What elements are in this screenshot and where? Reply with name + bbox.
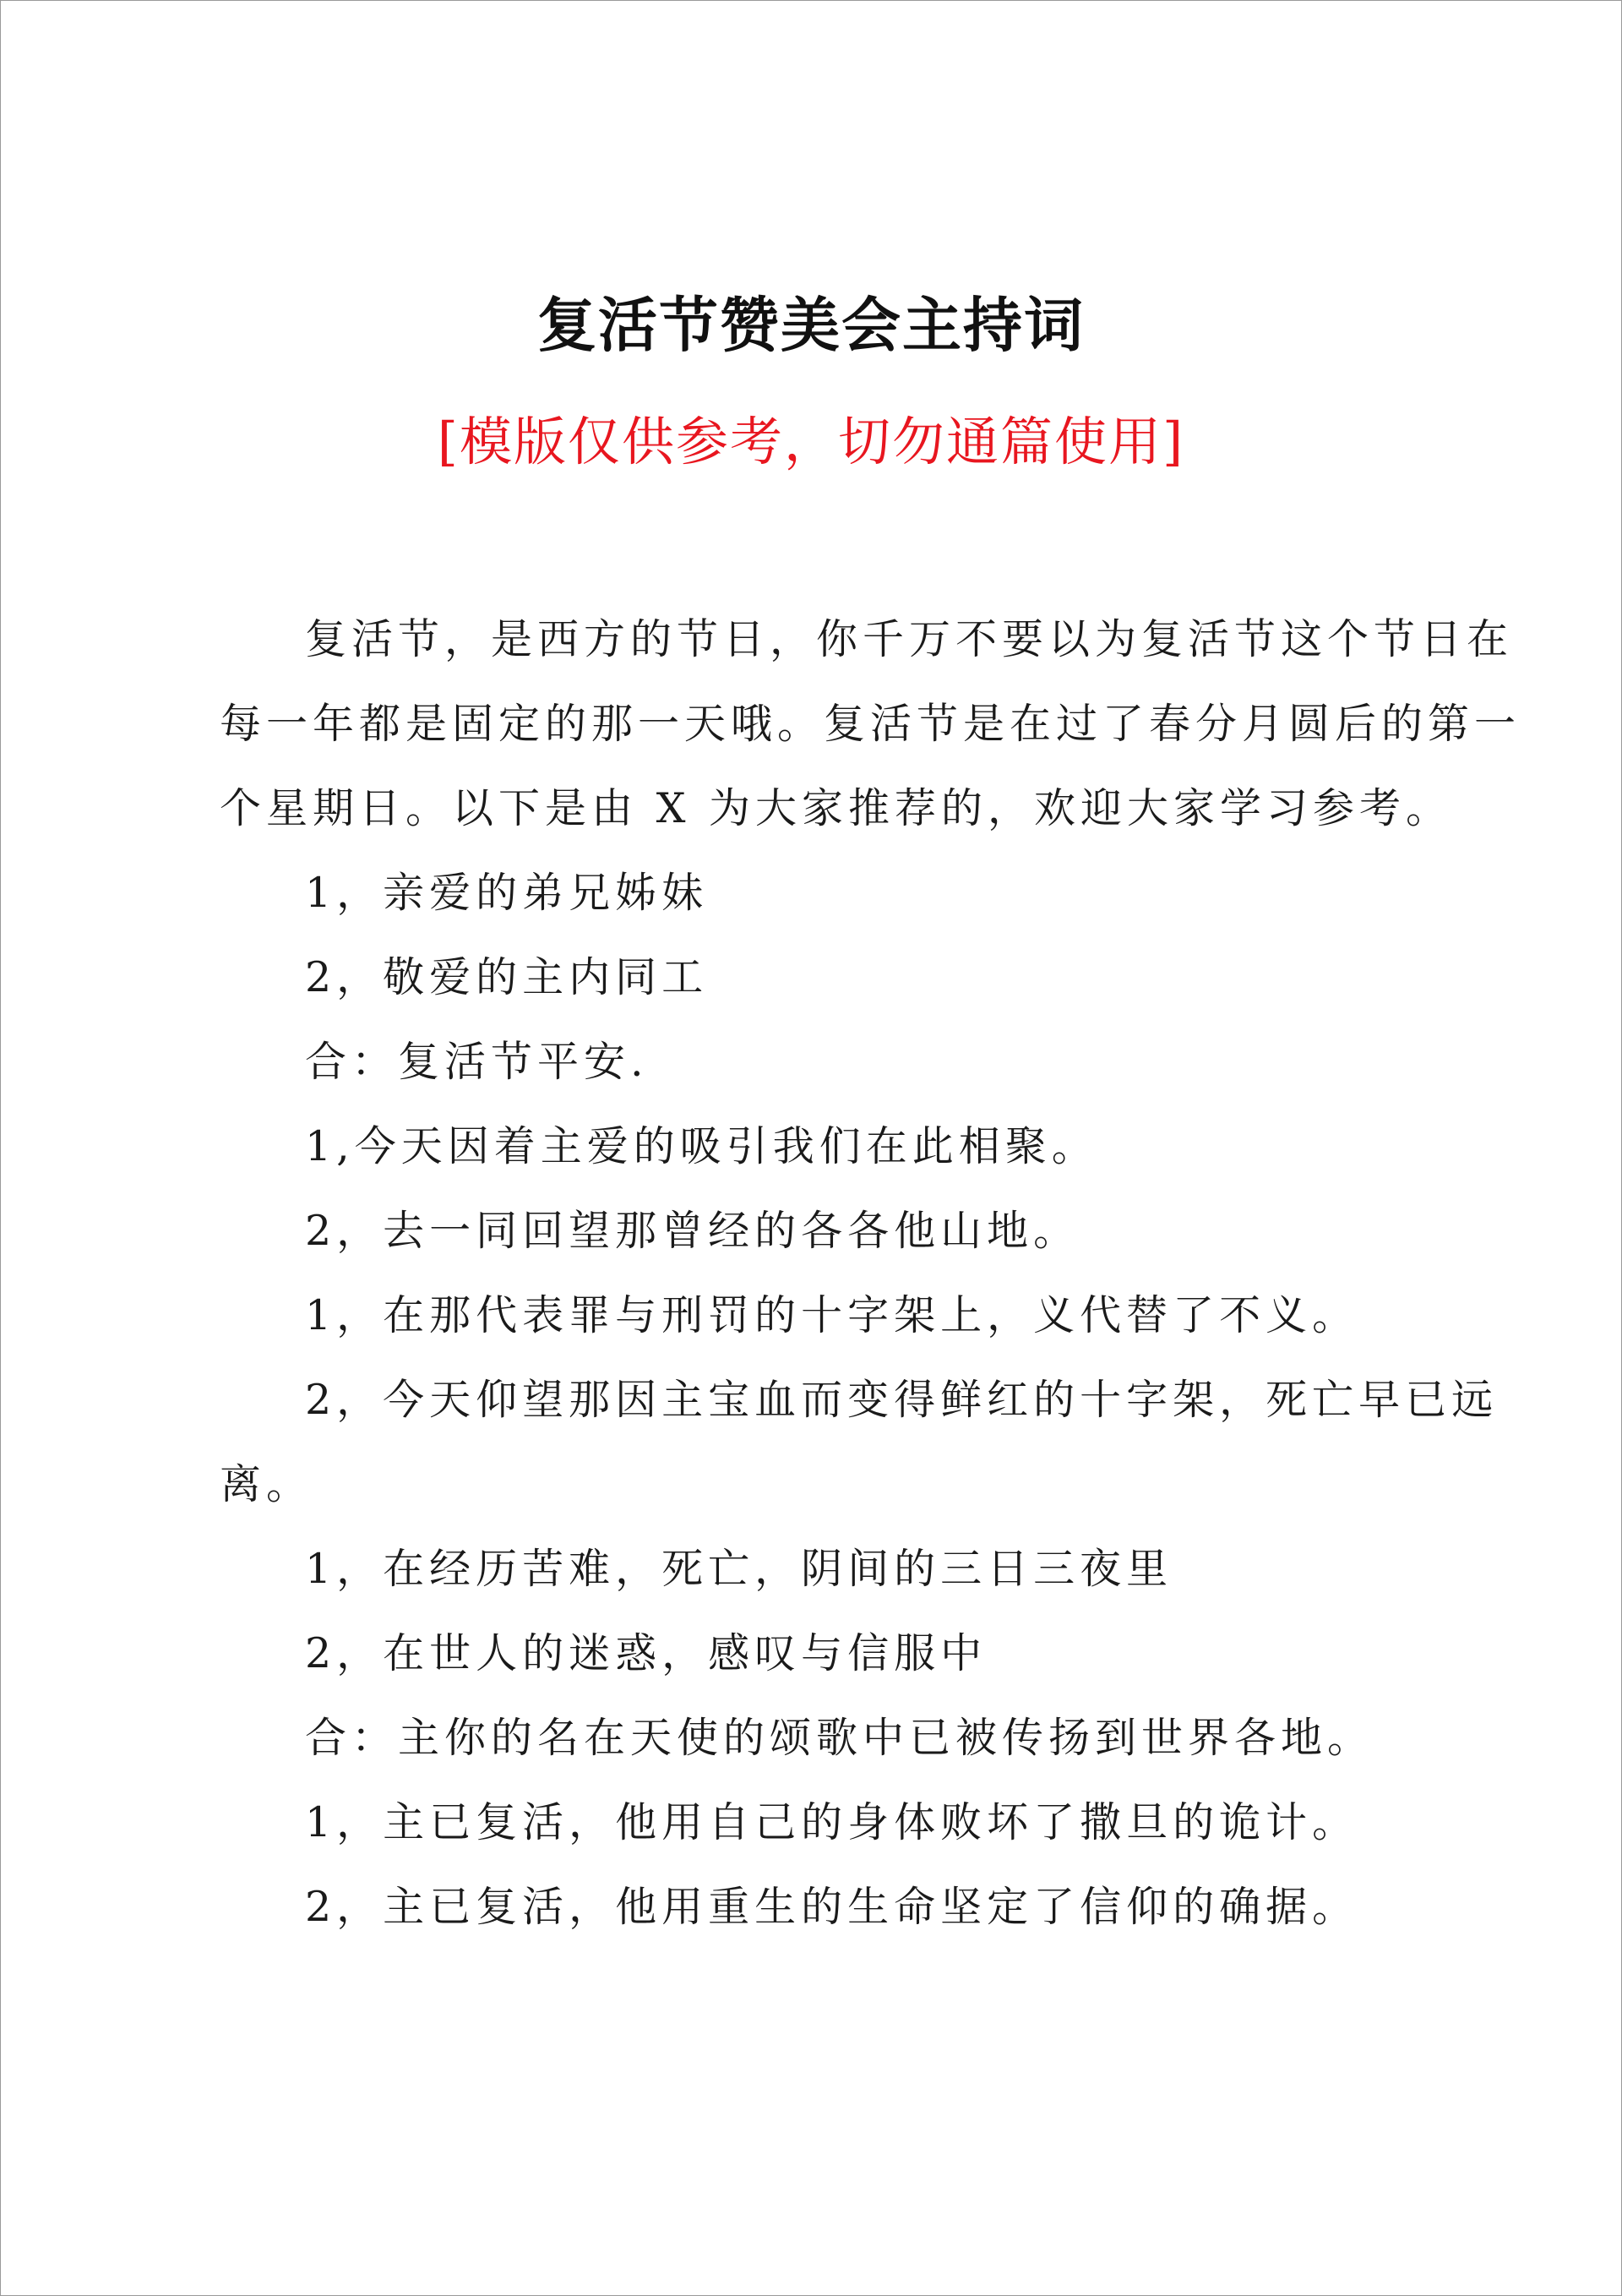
- script-line-continuation: 离。: [220, 1460, 313, 1508]
- script-line: 1,今天因着主爱的吸引我们在此相聚。: [305, 1122, 1098, 1170]
- intro-line: 复活节，是西方的节日，你千万不要以为复活节这个节日在: [305, 615, 1514, 663]
- script-line: 1，亲爱的弟兄姊妹: [305, 869, 709, 917]
- script-line: 合：复活节平安.: [305, 1038, 649, 1086]
- script-line: 2，在世人的迷惑，感叹与信服中: [305, 1629, 988, 1677]
- template-notice: [模版仅供参考，切勿通篇使用]: [437, 411, 1185, 472]
- script-line: 1，在经历苦难，死亡，阴间的三日三夜里: [305, 1545, 1173, 1593]
- script-line: 2，今天仰望那因主宝血而变得鲜红的十字架，死亡早已远: [305, 1376, 1499, 1424]
- intro-line: 每一年都是固定的那一天哦。复活节是在过了春分月圆后的第一: [220, 700, 1521, 748]
- document-title: 复活节赞美会主持词: [537, 290, 1085, 360]
- script-line: 合：主你的名在天使的颂歌中已被传扬到世界各地。: [305, 1714, 1374, 1762]
- script-line: 1，主已复活，他用自己的身体败坏了撒旦的诡计。: [305, 1798, 1359, 1846]
- script-line: 1，在那代表罪与刑罚的十字架上，义代替了不义。: [305, 1291, 1359, 1339]
- intro-line: 个星期日。以下是由 X 为大家推荐的，欢迎大家学习参考。: [220, 784, 1453, 832]
- script-line: 2，敬爱的主内同工: [305, 953, 709, 1001]
- script-line: 2，去一同回望那曾经的各各他山地。: [305, 1207, 1080, 1255]
- script-line: 2，主已复活，他用重生的生命坚定了信仰的确据。: [305, 1883, 1359, 1931]
